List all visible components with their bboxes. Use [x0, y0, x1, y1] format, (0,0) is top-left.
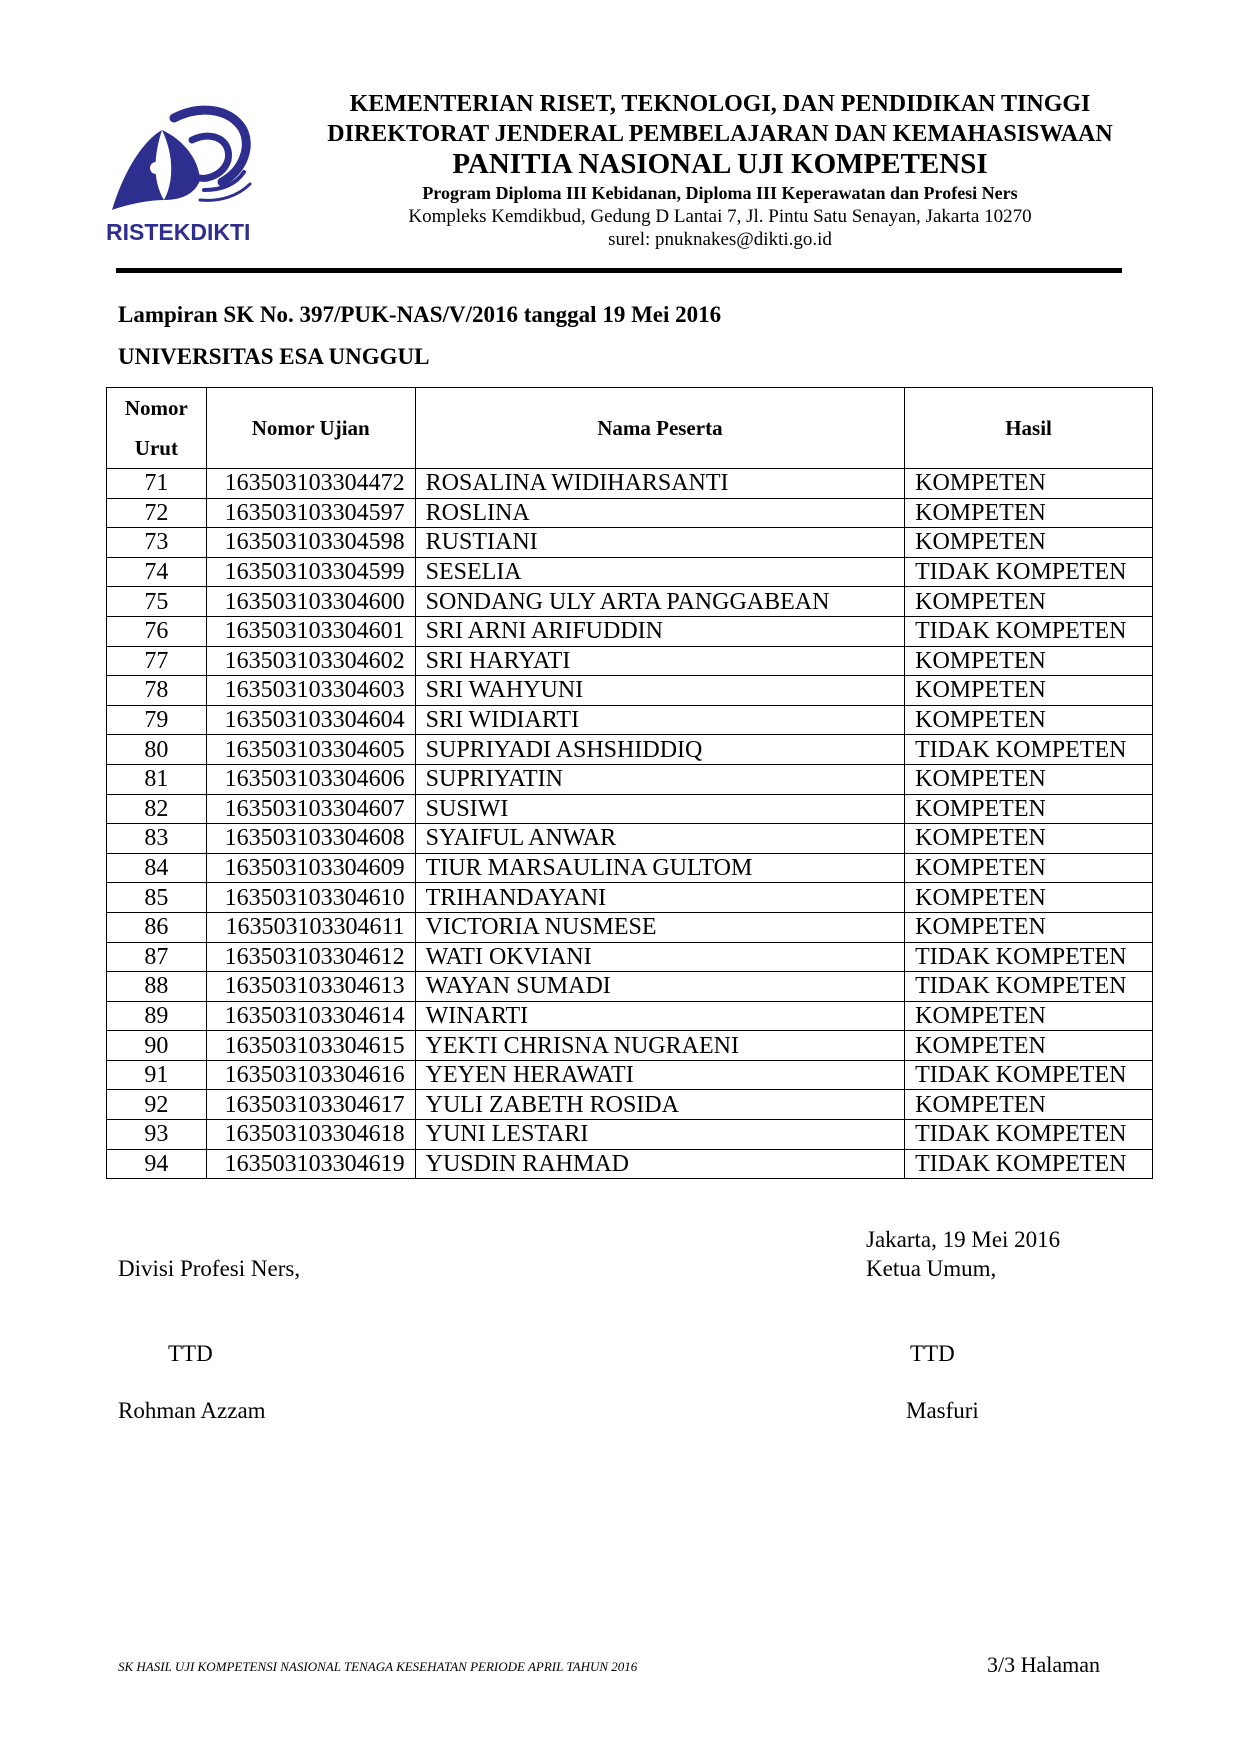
- cell-hasil: KOMPETEN: [905, 587, 1153, 617]
- cell-nomor-ujian: 163503103304605: [206, 735, 415, 765]
- table-row: [107, 794, 1153, 824]
- table-row: [107, 942, 1153, 972]
- header-nomor-ujian: Nomor Ujian: [206, 388, 415, 469]
- cell-nama-peserta: TRIHANDAYANI: [415, 883, 905, 913]
- cell-nomor-urut: 85: [107, 883, 207, 913]
- cell-hasil: TIDAK KOMPETEN: [905, 972, 1153, 1002]
- cell-nomor-urut: 79: [107, 705, 207, 735]
- ristekdikti-logo: [104, 100, 264, 250]
- cell-hasil: KOMPETEN: [905, 498, 1153, 528]
- cell-nomor-urut: 89: [107, 1001, 207, 1031]
- table-row: [107, 735, 1153, 765]
- cell-hasil: TIDAK KOMPETEN: [905, 735, 1153, 765]
- table-row: [107, 1060, 1153, 1090]
- table-row: [107, 912, 1153, 942]
- svg-text:RISTEKDIKTI: RISTEKDIKTI: [106, 219, 251, 245]
- cell-nomor-ujian: 163503103304604: [206, 705, 415, 735]
- table-row: [107, 676, 1153, 706]
- institution-title: UNIVERSITAS ESA UNGGUL: [118, 344, 430, 369]
- cell-nomor-ujian: 163503103304618: [206, 1120, 415, 1150]
- cell-nomor-ujian: 163503103304597: [206, 498, 415, 528]
- cell-nomor-ujian: 163503103304599: [206, 557, 415, 587]
- cell-hasil: KOMPETEN: [905, 1031, 1153, 1061]
- cell-nomor-urut: 77: [107, 646, 207, 676]
- cell-nama-peserta: ROSLINA: [415, 498, 905, 528]
- table-row: [107, 1120, 1153, 1150]
- cell-nomor-ujian: 163503103304617: [206, 1090, 415, 1120]
- cell-hasil: KOMPETEN: [905, 764, 1153, 794]
- cell-nomor-urut: 83: [107, 824, 207, 854]
- program-line: Program Diploma III Kebidanan, Diploma III Keperawatan dan Profesi Ners: [422, 183, 1018, 203]
- table-row: [107, 1090, 1153, 1120]
- ristekdikti-emblem-icon: [104, 100, 264, 250]
- cell-nama-peserta: WAYAN SUMADI: [415, 972, 905, 1002]
- cell-nama-peserta: RUSTIANI: [415, 528, 905, 558]
- cell-nomor-ujian: 163503103304616: [206, 1060, 415, 1090]
- header-urut-label: Urut: [134, 436, 178, 460]
- ministry-name: KEMENTERIAN RISET, TEKNOLOGI, DAN PENDIDIKAN TINGGI: [349, 91, 1091, 117]
- cell-nomor-ujian: 163503103304607: [206, 794, 415, 824]
- cell-hasil: KOMPETEN: [905, 824, 1153, 854]
- cell-hasil: KOMPETEN: [905, 1090, 1153, 1120]
- cell-nomor-urut: 82: [107, 794, 207, 824]
- left-signature-mark: TTD: [168, 1341, 213, 1366]
- cell-nomor-urut: 87: [107, 942, 207, 972]
- cell-nama-peserta: SYAIFUL ANWAR: [415, 824, 905, 854]
- cell-nama-peserta: SUSIWI: [415, 794, 905, 824]
- header-nomor-label: Nomor: [124, 396, 188, 420]
- place-date: Jakarta, 19 Mei 2016: [866, 1227, 1061, 1252]
- results-table: [106, 387, 1153, 1179]
- right-signer-name: Masfuri: [906, 1398, 979, 1423]
- cell-nomor-urut: 93: [107, 1120, 207, 1150]
- left-signer-name: Rohman Azzam: [118, 1398, 266, 1423]
- cell-nama-peserta: SRI HARYATI: [415, 646, 905, 676]
- cell-hasil: KOMPETEN: [905, 1001, 1153, 1031]
- cell-nama-peserta: YUNI LESTARI: [415, 1120, 905, 1150]
- right-signer-role: Ketua Umum,: [866, 1256, 997, 1281]
- table-row: [107, 883, 1153, 913]
- table-row: [107, 587, 1153, 617]
- header-hasil: Hasil: [905, 388, 1153, 469]
- cell-hasil: KOMPETEN: [905, 469, 1153, 499]
- table-row: [107, 616, 1153, 646]
- cell-nama-peserta: YEYEN HERAWATI: [415, 1060, 905, 1090]
- cell-nama-peserta: SUPRIYADI ASHSHIDDIQ: [415, 735, 905, 765]
- cell-nama-peserta: SRI WAHYUNI: [415, 676, 905, 706]
- cell-nama-peserta: SUPRIYATIN: [415, 764, 905, 794]
- cell-nama-peserta: SRI WIDIARTI: [415, 705, 905, 735]
- table-row: [107, 764, 1153, 794]
- cell-hasil: TIDAK KOMPETEN: [905, 1149, 1153, 1179]
- cell-nama-peserta: TIUR MARSAULINA GULTOM: [415, 853, 905, 883]
- cell-hasil: KOMPETEN: [905, 705, 1153, 735]
- cell-nomor-urut: 90: [107, 1031, 207, 1061]
- directorate-name: DIREKTORAT JENDERAL PEMBELAJARAN DAN KEMAHASISWAAN: [327, 121, 1113, 147]
- left-signer-role: Divisi Profesi Ners,: [118, 1256, 301, 1281]
- table-header-row: [107, 388, 1153, 469]
- cell-nomor-urut: 76: [107, 616, 207, 646]
- table-row: [107, 528, 1153, 558]
- cell-hasil: TIDAK KOMPETEN: [905, 942, 1153, 972]
- cell-nomor-ujian: 163503103304603: [206, 676, 415, 706]
- cell-nama-peserta: WINARTI: [415, 1001, 905, 1031]
- reference-title: Lampiran SK No. 397/PUK-NAS/V/2016 tanggal 19 Mei 2016: [118, 302, 722, 327]
- cell-hasil: KOMPETEN: [905, 853, 1153, 883]
- cell-nomor-ujian: 163503103304606: [206, 764, 415, 794]
- cell-nomor-urut: 92: [107, 1090, 207, 1120]
- cell-nama-peserta: VICTORIA NUSMESE: [415, 912, 905, 942]
- address-line: Kompleks Kemdikbud, Gedung D Lantai 7, Jl. Pintu Satu Senayan, Jakarta 10270: [408, 206, 1032, 227]
- footer-text: SK HASIL UJI KOMPETENSI NASIONAL TENAGA KESEHATAN PERIODE APRIL TAHUN 2016: [118, 1659, 638, 1674]
- cell-nomor-ujian: 163503103304601: [206, 616, 415, 646]
- cell-nomor-ujian: 163503103304600: [206, 587, 415, 617]
- committee-name: PANITIA NASIONAL UJI KOMPETENSI: [452, 148, 988, 180]
- cell-nama-peserta: YULI ZABETH ROSIDA: [415, 1090, 905, 1120]
- email-line: surel: pnuknakes@dikti.go.id: [608, 229, 832, 250]
- cell-nomor-ujian: 163503103304614: [206, 1001, 415, 1031]
- cell-nomor-ujian: 163503103304612: [206, 942, 415, 972]
- cell-hasil: KOMPETEN: [905, 794, 1153, 824]
- cell-nomor-ujian: 163503103304608: [206, 824, 415, 854]
- cell-hasil: KOMPETEN: [905, 676, 1153, 706]
- cell-nama-peserta: YEKTI CHRISNA NUGRAENI: [415, 1031, 905, 1061]
- cell-nomor-urut: 86: [107, 912, 207, 942]
- cell-nomor-ujian: 163503103304613: [206, 972, 415, 1002]
- cell-nomor-urut: 80: [107, 735, 207, 765]
- table-row: [107, 824, 1153, 854]
- table-row: [107, 469, 1153, 499]
- cell-nomor-urut: 84: [107, 853, 207, 883]
- table-row: [107, 853, 1153, 883]
- cell-nomor-urut: 72: [107, 498, 207, 528]
- cell-nomor-urut: 78: [107, 676, 207, 706]
- cell-nomor-ujian: 163503103304610: [206, 883, 415, 913]
- cell-hasil: KOMPETEN: [905, 528, 1153, 558]
- cell-nomor-urut: 81: [107, 764, 207, 794]
- table-row: [107, 498, 1153, 528]
- table-row: [107, 972, 1153, 1002]
- page-number: 3/3 Halaman: [987, 1652, 1101, 1677]
- header-nomor-urut: [107, 388, 207, 469]
- cell-hasil: KOMPETEN: [905, 646, 1153, 676]
- cell-hasil: KOMPETEN: [905, 883, 1153, 913]
- cell-nama-peserta: SESELIA: [415, 557, 905, 587]
- header-nama-peserta: Nama Peserta: [415, 388, 905, 469]
- cell-nomor-ujian: 163503103304602: [206, 646, 415, 676]
- cell-nomor-ujian: 163503103304611: [206, 912, 415, 942]
- cell-hasil: KOMPETEN: [905, 912, 1153, 942]
- table-row: [107, 1149, 1153, 1179]
- table-row: [107, 1031, 1153, 1061]
- cell-hasil: TIDAK KOMPETEN: [905, 616, 1153, 646]
- cell-nomor-urut: 75: [107, 587, 207, 617]
- cell-nomor-ujian: 163503103304615: [206, 1031, 415, 1061]
- right-signature-mark: TTD: [910, 1341, 955, 1366]
- cell-nama-peserta: SRI ARNI ARIFUDDIN: [415, 616, 905, 646]
- cell-nomor-ujian: 163503103304472: [206, 469, 415, 499]
- cell-nama-peserta: ROSALINA WIDIHARSANTI: [415, 469, 905, 499]
- cell-nomor-ujian: 163503103304598: [206, 528, 415, 558]
- cell-hasil: TIDAK KOMPETEN: [905, 557, 1153, 587]
- table-row: [107, 557, 1153, 587]
- cell-nomor-urut: 94: [107, 1149, 207, 1179]
- cell-nomor-urut: 74: [107, 557, 207, 587]
- table-row: [107, 705, 1153, 735]
- cell-nomor-ujian: 163503103304609: [206, 853, 415, 883]
- cell-nomor-urut: 91: [107, 1060, 207, 1090]
- letterhead-divider: [116, 268, 1122, 273]
- cell-nama-peserta: WATI OKVIANI: [415, 942, 905, 972]
- cell-nomor-urut: 88: [107, 972, 207, 1002]
- cell-hasil: TIDAK KOMPETEN: [905, 1120, 1153, 1150]
- cell-nomor-urut: 73: [107, 528, 207, 558]
- table-row: [107, 1001, 1153, 1031]
- cell-nama-peserta: SONDANG ULY ARTA PANGGABEAN: [415, 587, 905, 617]
- cell-nomor-ujian: 163503103304619: [206, 1149, 415, 1179]
- cell-nomor-urut: 71: [107, 469, 207, 499]
- table-row: [107, 646, 1153, 676]
- cell-nama-peserta: YUSDIN RAHMAD: [415, 1149, 905, 1179]
- cell-hasil: TIDAK KOMPETEN: [905, 1060, 1153, 1090]
